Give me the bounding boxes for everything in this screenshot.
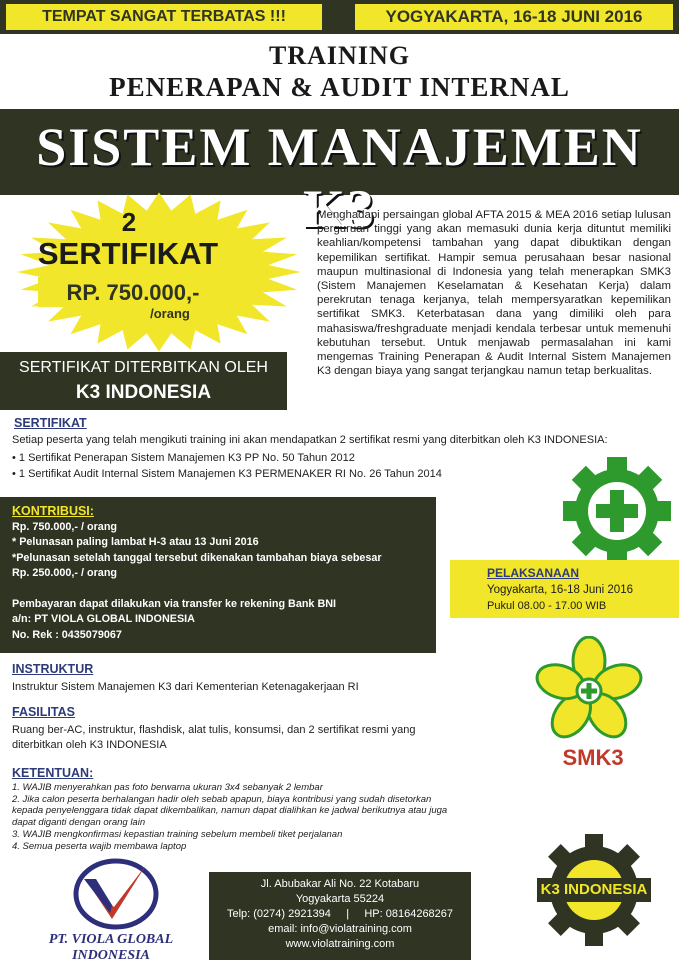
kontribusi-line: Rp. 250.000,- / orang [12, 567, 118, 580]
smk3-logo-text: SMK3 [562, 745, 624, 770]
fasilitas-heading: FASILITAS [12, 705, 75, 719]
ketentuan-list [12, 782, 460, 852]
kontribusi-details [12, 520, 432, 643]
contact-address: Jl. Abubakar Ali No. 22 Kotabaru [260, 878, 420, 890]
list-item: 1. WAJIB menyerahkan pas foto berwarna ukuran 3x4 sebanyak 2 lembar [12, 782, 323, 793]
certificate-count: 2 [121, 207, 137, 237]
issuer-caption: SERTIFIKAT DITERBITKAN OLEH [19, 359, 268, 376]
list-item: 2. Jika calon peserta berhalangan hadir oleh sebab apapun, biaya kontribusi yang sudah disetorkan kepada penyelenggara tidak dapat dikembalikan, namun dapat dialihkan ke jadwal berikutnya atau juga dapat diganti dengan orang lain [12, 793, 448, 829]
price: RP. 750.000,- [66, 280, 200, 305]
k3-indonesia-logo-text: K3 INDONESIA [537, 878, 651, 902]
price-unit: /orang [150, 306, 190, 321]
instruktur-text: Instruktur Sistem Manajemen K3 dari Kementerian Ketenagakerjaan RI [12, 681, 359, 693]
contact-city: Yogyakarta 55224 [295, 893, 385, 905]
pelaksanaan-heading: PELAKSANAAN [487, 566, 580, 580]
kontribusi-line [12, 582, 432, 597]
contact-email[interactable]: email: info@violatraining.com [268, 923, 412, 935]
contact-website[interactable]: www.violatraining.com [285, 938, 395, 950]
kontribusi-line: No. Rek : 0435079067 [12, 628, 122, 641]
limited-seats-badge: TEMPAT SANGAT TERBATAS !!! [6, 4, 322, 30]
list-item: • 1 Sertifikat Audit Internal Sistem Manajemen K3 PERMENAKER RI No. 26 Tahun 2014 [12, 467, 442, 480]
list-item: 4. Semua peserta wajib membawa laptop [12, 840, 187, 852]
starburst-badge [14, 192, 304, 352]
viola-logo-icon [66, 855, 166, 933]
main-title: SISTEM MANAJEMEN K3 [36, 117, 643, 239]
viola-logo-text: PT. VIOLA GLOBAL INDONESIA [48, 932, 174, 963]
sertifikat-text: Setiap peserta yang telah mengikuti training ini akan mendapatkan 2 sertifikat resmi yang diterbitkan oleh K3 INDONESIA: [12, 434, 608, 446]
issuer-name: K3 INDONESIA [75, 382, 212, 403]
instruktur-heading: INSTRUKTUR [12, 662, 94, 676]
kontribusi-heading: KONTRIBUSI: [12, 504, 94, 518]
list-item: • 1 Sertifikat Penerapan Sistem Manajemen K3 PP No. 50 Tahun 2012 [12, 452, 355, 464]
ketentuan-heading: KETENTUAN: [12, 766, 94, 780]
pelaksanaan-time: Pukul 08.00 - 17.00 WIB [487, 600, 607, 612]
kontribusi-line: a/n: PT VIOLA GLOBAL INDONESIA [12, 613, 195, 626]
certificate-label: SERTIFIKAT [37, 236, 219, 271]
intro-paragraph: Menghadapi persaingan global AFTA 2015 & MEA 2016 setiap lulusan perguruan tinggi yang akan memasuki dunia kerja dituntut memiliki keahlian/kompetensi tambahan yang dapat dibuktikan dengan kepemilikan sertifikat. Hampir semua perusahaan besar nasional maupun multinasional di Indonesia yang telah menerapkan SMK3 (Sistem Manajemen Keselamatan & Kesehatan Kerja) dalam perekrutan tenaga kerjanya, telah mempersyaratkan kepemilikan sertifikat SMK3. Keterbatasan dana yang dimiliki oleh para mahasiswa/freshgraduate menjadi kendala terbesar untuk memenuhi kebutuhan tersebut. Untuk menjawab permasalahan ini kami mengemas Training Penerapan & Audit Internal Sistem Manajemen K3 dengan biaya yang sangat terjangkau namun tetap berkualitas. [317, 209, 671, 378]
kontribusi-line: *Pelunasan setelah tanggal tersebut dikenakan tambahan biaya sebesar [12, 551, 382, 564]
title-subtitle: PENERAPAN & AUDIT INTERNAL [109, 72, 570, 102]
kontribusi-line: Pembayaran dapat dilakukan via transfer ke rekening Bank BNI [12, 598, 337, 611]
fasilitas-text: Ruang ber-AC, instruktur, flashdisk, alat tulis, konsumsi, dan 2 sertifikat resmi yang diterbitkan oleh K3 INDONESIA [12, 724, 416, 751]
event-location-date-badge: YOGYAKARTA, 16-18 JUNI 2016 [355, 4, 673, 30]
contact-phones: Telp: (0274) 2921394 | HP: 08164268267 [226, 908, 454, 920]
sertifikat-heading: SERTIFIKAT [14, 416, 87, 430]
k3-gear-cross-icon [561, 455, 673, 567]
kontribusi-line: Rp. 750.000,- / orang [12, 521, 118, 533]
list-item: 3. WAJIB mengkonfirmasi kepastian training sebelum membeli tiket perjalanan [12, 828, 343, 840]
smk3-flower-icon [524, 636, 654, 746]
kontribusi-line: * Pelunasan paling lambat H-3 atau 13 Juni 2016 [12, 536, 259, 549]
pelaksanaan-date: Yogyakarta, 16-18 Juni 2016 [487, 584, 633, 596]
title-training: TRAINING [269, 41, 410, 70]
